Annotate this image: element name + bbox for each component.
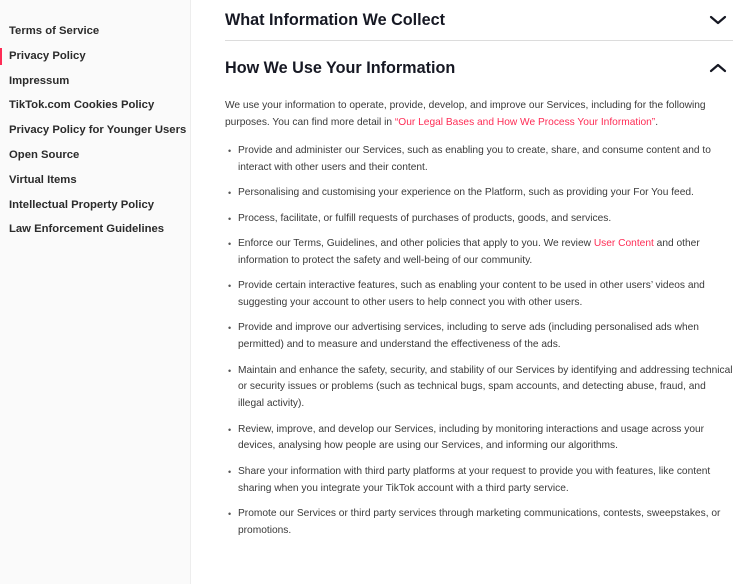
sidebar-item-privacy-younger-users[interactable]: Privacy Policy for Younger Users xyxy=(9,124,187,137)
chevron-up-icon[interactable] xyxy=(709,62,727,74)
sidebar-item-privacy-policy[interactable]: Privacy Policy xyxy=(0,44,190,69)
list-item: • Provide and administer our Services, such as enabling you to create, share, and consume content and to interact with other users and their content. xyxy=(225,143,733,177)
user-content-link[interactable]: User Content xyxy=(593,237,654,249)
list-item-text: Enforce our Terms, Guidelines, and other policies that apply to you. We review xyxy=(238,237,594,249)
sidebar-item-cookies-policy[interactable]: TikTok.com Cookies Policy xyxy=(9,99,155,112)
policy-nav-list xyxy=(0,19,190,242)
list-item: • Process, facilitate, or fulfill requests of purchases of products, goods, and services. xyxy=(225,211,733,228)
intro-text: We use your information to operate, provide, develop, and improve our Services, including for the following purposes. You can find more detail in xyxy=(225,100,706,128)
chevron-down-icon[interactable] xyxy=(709,14,727,26)
sidebar-item-intellectual-property[interactable]: Intellectual Property Policy xyxy=(9,198,155,211)
policy-sidebar xyxy=(0,0,191,584)
accordion-section-collect xyxy=(225,0,733,41)
list-item-text: and other information to protect the safety and well-being of our community. xyxy=(238,237,700,266)
sidebar-item-law-enforcement[interactable]: Law Enforcement Guidelines xyxy=(9,223,165,236)
section-intro xyxy=(225,98,725,131)
section-title-use: How We Use Your Information xyxy=(225,58,456,77)
purpose-list xyxy=(225,143,733,539)
sidebar-item-terms-of-service[interactable]: Terms of Service xyxy=(9,25,100,37)
list-item: • Maintain and enhance the safety, security, and stability of our Services by identifying and addressing technical or security issues or problems (such as technical bugs, spam accounts, and detecting abuse, fraud, and illegal activity). xyxy=(225,363,733,413)
list-item: • Promote our Services or third party services through marketing communications, contests, sweepstakes, or promotions. xyxy=(225,506,733,540)
accordion-header-use[interactable] xyxy=(225,48,733,88)
intro-end: . xyxy=(655,116,659,128)
list-item: • Provide certain interactive features, such as enabling your content to be used in other users’ videos and suggesting your account to other users to help connect you with other users. xyxy=(225,278,733,312)
accordion-section-use xyxy=(225,48,733,548)
section-title-collect: What Information We Collect xyxy=(225,10,446,29)
accordion-header-collect[interactable] xyxy=(225,0,733,40)
sidebar-item-virtual-items[interactable]: Virtual Items xyxy=(9,173,77,186)
list-item: • Provide and improve our advertising services, including to serve ads (including personalised ads when permitted) and to measure and understand the effectiveness of the ads. xyxy=(225,320,733,354)
list-item: • Personalising and customising your experience on the Platform, such as providing your For You feed. xyxy=(225,185,733,202)
sidebar-item-impressum[interactable]: Impressum xyxy=(9,74,70,87)
list-item xyxy=(225,236,733,270)
list-item: • Review, improve, and develop our Services, including by monitoring interactions and usage across your devices, analysing how people are using our Services, and informing our algorithms. xyxy=(225,422,733,456)
list-item: • Share your information with third party platforms at your request to provide you with features, like content sharing when you integrate your TikTok account with a third party service. xyxy=(225,464,733,498)
sidebar-item-open-source[interactable]: Open Source xyxy=(9,148,80,161)
legal-bases-link[interactable]: “Our Legal Bases and How We Process Your Information” xyxy=(394,116,656,128)
